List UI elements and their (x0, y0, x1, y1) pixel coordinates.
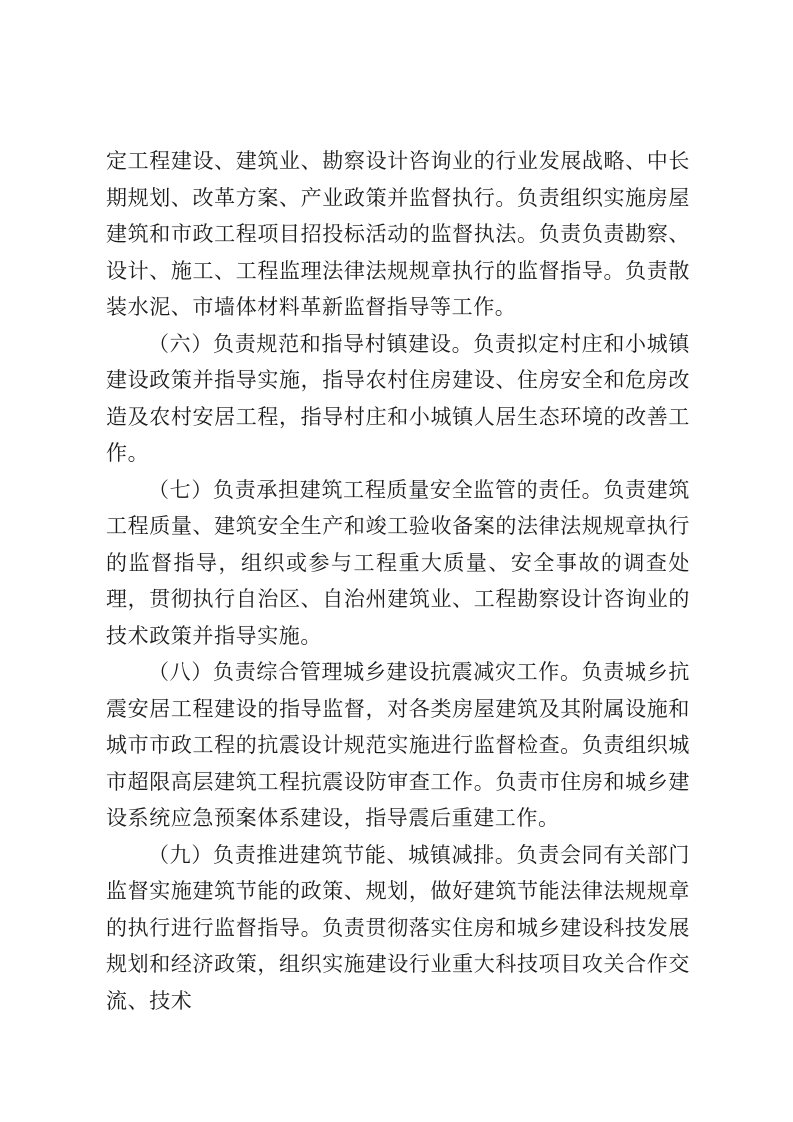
paragraph-continued: 定工程建设、建筑业、勘察设计咨询业的行业发展战略、中长期规划、改革方案、产业政策并监督执行。负责组织实施房屋建筑和市政工程项目招投标活动的监督执法。负责负责勘察、设计、施工、工程监理法律法规规章执行的监督指导。负责散装水泥、市墙体材料革新监督指导等工作。 (106, 149, 690, 319)
paragraph-section-9: （九）负责推进建筑节能、城镇减排。负责会同有关部门监督实施建筑节能的政策、规划，做好建筑节能法律法规规章的执行进行监督指导。负责贯彻落实住房和城乡建设科技发展规划和经济政策，组织实施建设行业重大科技项目攻关合作交流、技术 (106, 842, 690, 1013)
paragraph-section-6: （六）负责规范和指导村镇建设。负责拟定村庄和小城镇建设政策并指导实施，指导农村住房建设、住房安全和危房改造及农村安居工程，指导村庄和小城镇人居生态环境的改善工作。 (106, 331, 690, 465)
paragraph-section-7: （七）负责承担建筑工程质量安全监管的责任。负责建筑工程质量、建筑安全生产和竣工验收备案的法律法规规章执行的监督指导，组织或参与工程重大质量、安全事故的调查处理，贯彻执行自治区、自治州建筑业、工程勘察设计咨询业的技术政策并指导实施。 (106, 477, 690, 648)
document-body (106, 143, 690, 1019)
paragraph-section-8: （八）负责综合管理城乡建设抗震减灾工作。负责城乡抗震安居工程建设的指导监督，对各类房屋建筑及其附属设施和城市市政工程的抗震设计规范实施进行监督检查。负责组织城市超限高层建筑工程抗震设防审查工作。负责市住房和城乡建设系统应急预案体系建设，指导震后重建工作。 (106, 660, 690, 830)
